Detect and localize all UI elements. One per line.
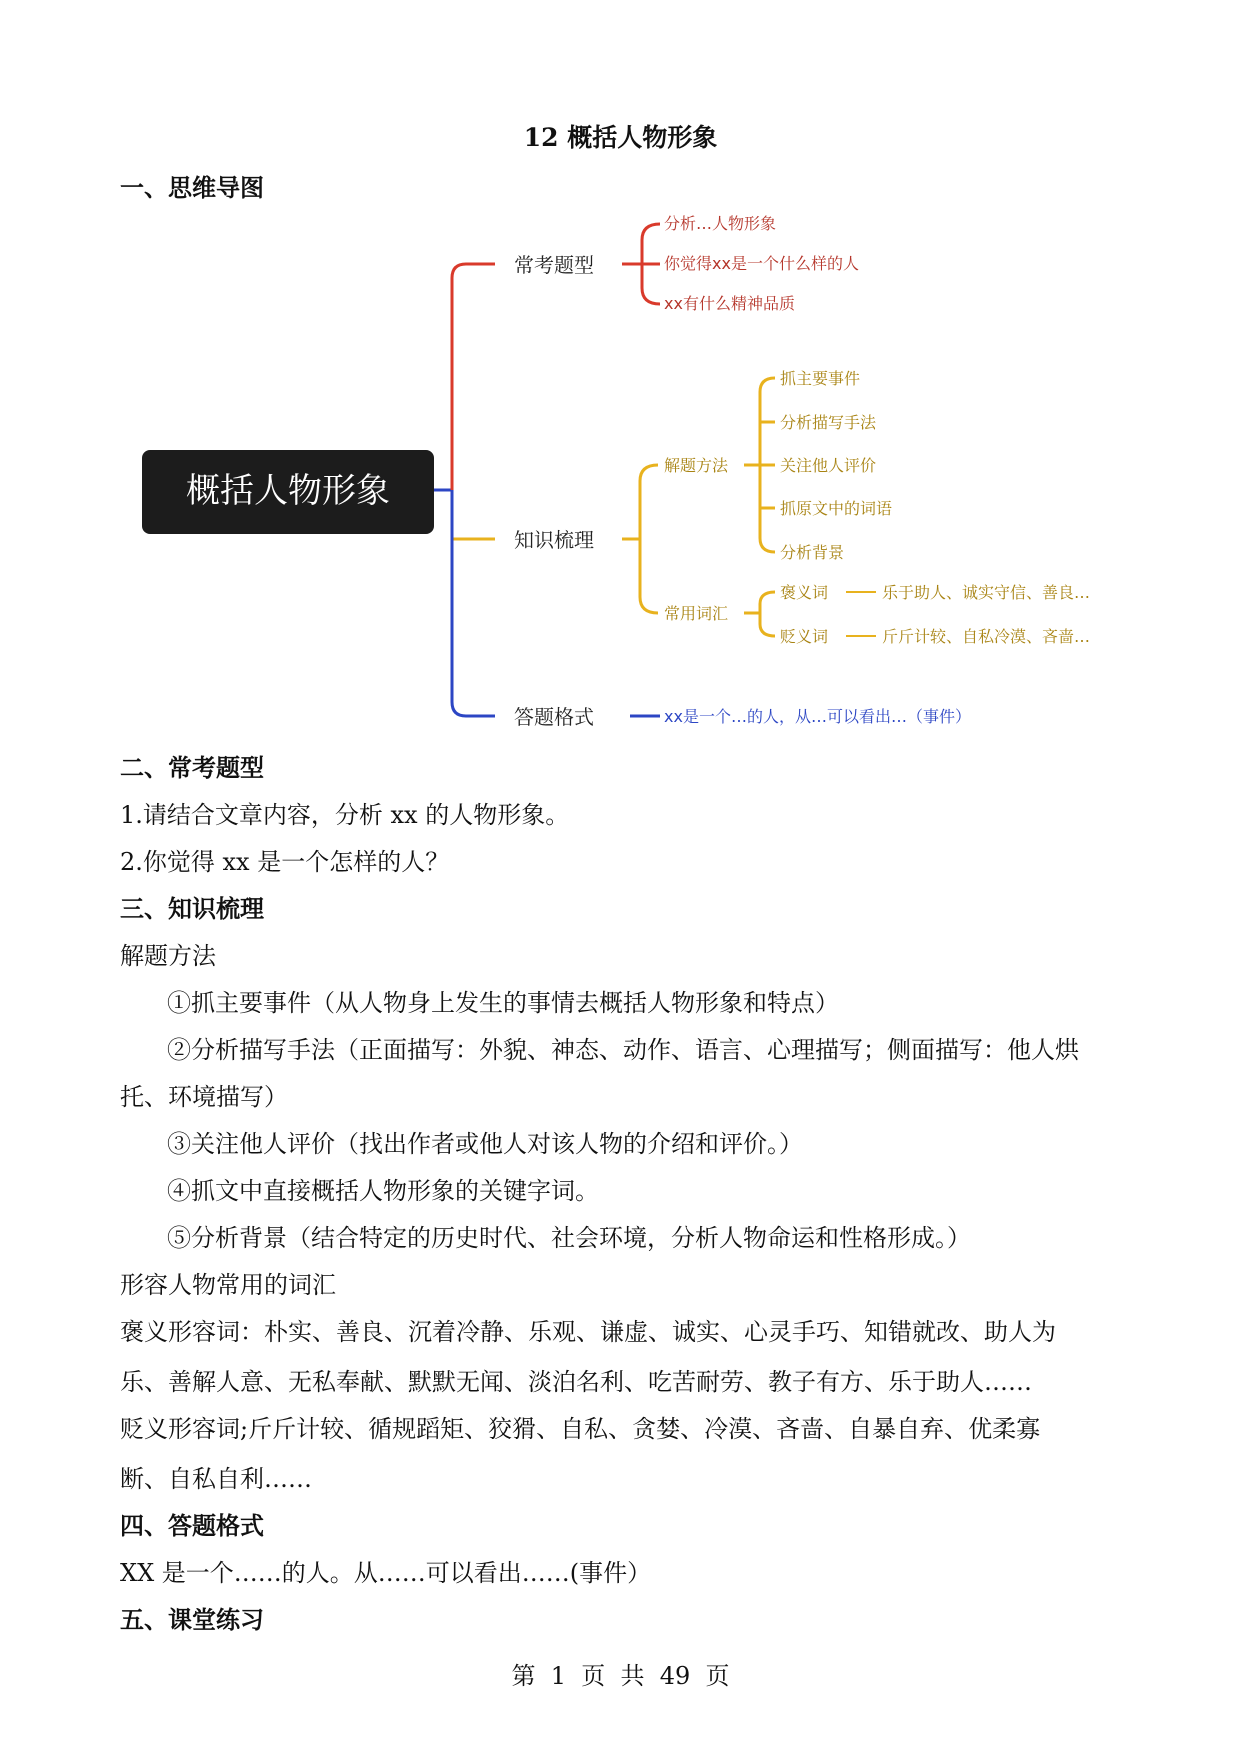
page-title: 12 概括人物形象 xyxy=(523,123,718,152)
answer-format: XX 是一个……的人。从……可以看出……(事件） xyxy=(120,1559,652,1587)
methods-label: 解题方法 xyxy=(664,456,729,475)
common-type-3: xx有什么精神品质 xyxy=(664,294,795,313)
words-heading: 形容人物常用的词汇 xyxy=(120,1271,336,1299)
negative-line-2: 断、自私自利…… xyxy=(120,1465,312,1493)
mind-map-root-label: 概括人物形象 xyxy=(186,471,390,511)
positive-words: 乐于助人、诚实守信、善良… xyxy=(882,583,1091,602)
method-line-4: ④抓文中直接概括人物形象的关键字词。 xyxy=(167,1177,599,1205)
method-line-5: ⑤分析背景（结合特定的历史时代、社会环境，分析人物命运和性格形成。） xyxy=(167,1224,971,1252)
branch-answer-format: 答题格式 xyxy=(514,705,594,729)
page-footer: 第 1 页 共 49 页 xyxy=(511,1662,730,1690)
positive-label: 褒义词 xyxy=(780,583,829,602)
mind-map xyxy=(0,0,1241,740)
method-line-2: ②分析描写手法（正面描写：外貌、神态、动作、语言、心理描写；侧面描写：他人烘 xyxy=(167,1036,1079,1064)
common-type-1: 分析…人物形象 xyxy=(664,214,777,233)
words-label: 常用词汇 xyxy=(664,604,729,623)
method-4: 抓原文中的词语 xyxy=(780,499,893,518)
positive-line-1: 褒义形容词：朴实、善良、沉着冷静、乐观、谦虚、诚实、心灵手巧、知错就改、助人为 xyxy=(120,1318,1056,1346)
negative-line-1: 贬义形容词;斤斤计较、循规蹈矩、狡猾、自私、贪婪、冷漠、吝啬、自暴自弃、优柔寡 xyxy=(120,1415,1041,1443)
section-heading-knowledge: 三、知识梳理 xyxy=(120,894,264,923)
method-heading: 解题方法 xyxy=(120,942,216,970)
section-heading-format: 四、答题格式 xyxy=(120,1511,264,1540)
question-2: 2.你觉得 xx 是一个怎样的人？ xyxy=(120,848,450,876)
method-1: 抓主要事件 xyxy=(780,369,861,388)
common-type-2: 你觉得xx是一个什么样的人 xyxy=(664,254,859,273)
branch-common-types: 常考题型 xyxy=(514,253,594,277)
method-5: 分析背景 xyxy=(780,543,845,562)
method-2: 分析描写手法 xyxy=(780,413,877,432)
positive-line-2: 乐、善解人意、无私奉献、默默无闻、淡泊名利、吃苦耐劳、教子有方、乐于助人…… xyxy=(120,1368,1032,1396)
method-line-2-cont: 托、环境描写） xyxy=(120,1083,288,1111)
negative-words: 斤斤计较、自私冷漠、吝啬… xyxy=(882,627,1091,646)
negative-label: 贬义词 xyxy=(780,627,829,646)
method-line-3: ③关注他人评价（找出作者或他人对该人物的介绍和评价。） xyxy=(167,1130,803,1158)
section-heading-practice: 五、课堂练习 xyxy=(120,1605,264,1634)
section-heading-types: 二、常考题型 xyxy=(120,753,264,782)
question-1: 1.请结合文章内容，分析 xx 的人物形象。 xyxy=(120,801,570,829)
method-3: 关注他人评价 xyxy=(780,456,877,475)
section-heading-mindmap: 一、思维导图 xyxy=(120,173,264,202)
answer-format-item: xx是一个…的人，从…可以看出…（事件） xyxy=(664,707,971,726)
method-line-1: ①抓主要事件（从人物身上发生的事情去概括人物形象和特点） xyxy=(167,989,839,1017)
branch-knowledge: 知识梳理 xyxy=(514,528,594,552)
